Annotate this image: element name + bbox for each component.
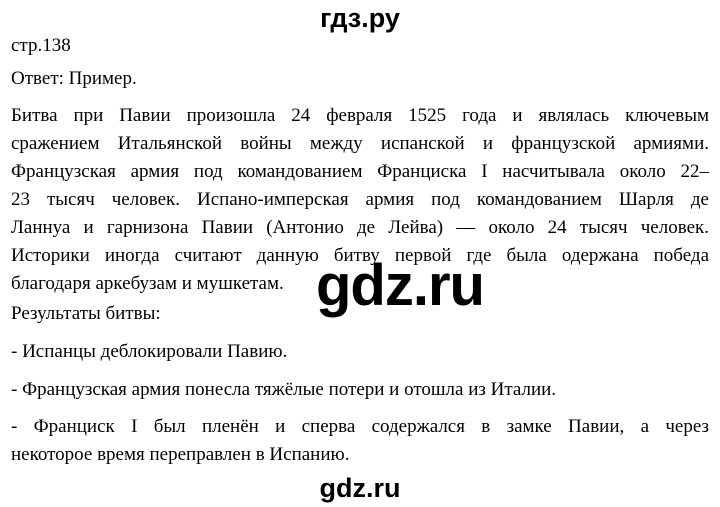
gdz-watermark-bottom: gdz.ru bbox=[319, 473, 401, 503]
paragraph-line: Историки иногда считают данную битву первой где была одержана победа bbox=[11, 245, 709, 266]
result-list-item: - Испанцы деблокировали Павию. bbox=[11, 341, 288, 362]
list-item-line: - Франциск I был пленён и сперва содержался в замке Павии, а через bbox=[11, 416, 709, 437]
paragraph-line: 23 тысяч человек. Испано-имперская армия под командованием Шарля де bbox=[11, 189, 709, 210]
paragraph-line: благодаря аркебузам и мушкетам. bbox=[11, 273, 284, 294]
answer-label: Ответ: Пример. bbox=[11, 68, 137, 89]
result-list-item: - Французская армия понесла тяжёлые потери и отошла из Италии. bbox=[11, 379, 557, 400]
paragraph-line: сражением Итальянской войны между испанской и французской армиями. bbox=[11, 133, 709, 154]
paragraph-line: Битва при Павии произошла 24 февраля 1525 года и являлась ключевым bbox=[11, 105, 709, 126]
gdz-watermark-center: gdz.ru bbox=[316, 253, 484, 318]
page-number-label: стр.138 bbox=[11, 35, 71, 56]
paragraph-line: Ланнуа и гарнизона Павии (Антонио де Лейва) — около 24 тысяч человек. bbox=[11, 217, 709, 238]
result-list-item bbox=[11, 413, 709, 469]
list-item-line: некоторое время переправлен в Испанию. bbox=[11, 444, 350, 465]
site-logo-watermark-top: гдз.ру bbox=[320, 3, 400, 33]
paragraph-line: Французская армия под командованием Франциска I насчитывала около 22– bbox=[11, 161, 709, 182]
results-heading: Результаты битвы: bbox=[11, 303, 161, 324]
